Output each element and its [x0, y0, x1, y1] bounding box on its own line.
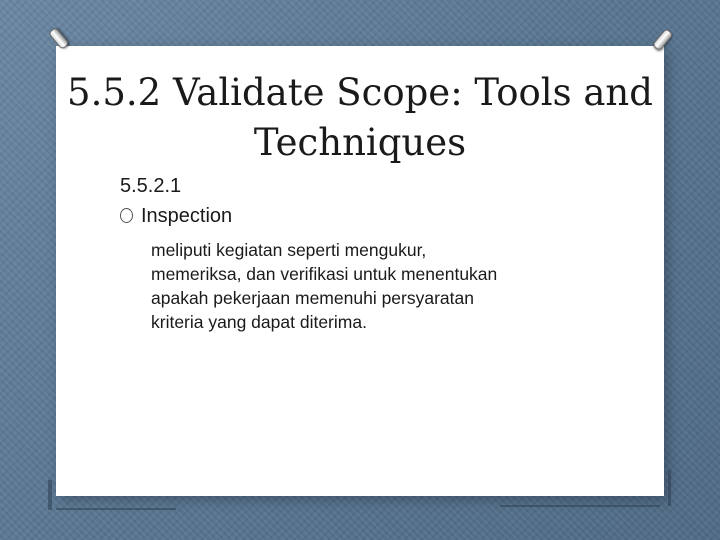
decorative-scratch — [668, 470, 671, 506]
description-line: apakah pekerjaan memenuhi persyaratan — [151, 288, 474, 308]
description-line: meliputi kegiatan seperti mengukur, — [151, 240, 427, 260]
section-number: 5.5.2.1 — [120, 175, 182, 197]
hollow-circle-bullet-icon — [120, 208, 133, 223]
slide-title-line-1: 5.5.2 Validate Scope: Tools and — [67, 71, 653, 114]
description-line: kriteria yang dapat diterima. — [151, 312, 367, 332]
decorative-scratch — [48, 480, 52, 510]
slide-body — [120, 172, 640, 334]
decorative-scratch — [500, 505, 660, 507]
bullet-item-inspection — [120, 200, 640, 232]
description-line: memeriksa, dan verifikasi untuk menentukan — [151, 264, 498, 284]
bullet-label: Inspection — [141, 205, 233, 227]
slide-title — [60, 68, 660, 168]
decorative-scratch — [56, 508, 176, 510]
inspection-description — [151, 238, 611, 334]
slide-title-line-2: Techniques — [253, 121, 467, 164]
